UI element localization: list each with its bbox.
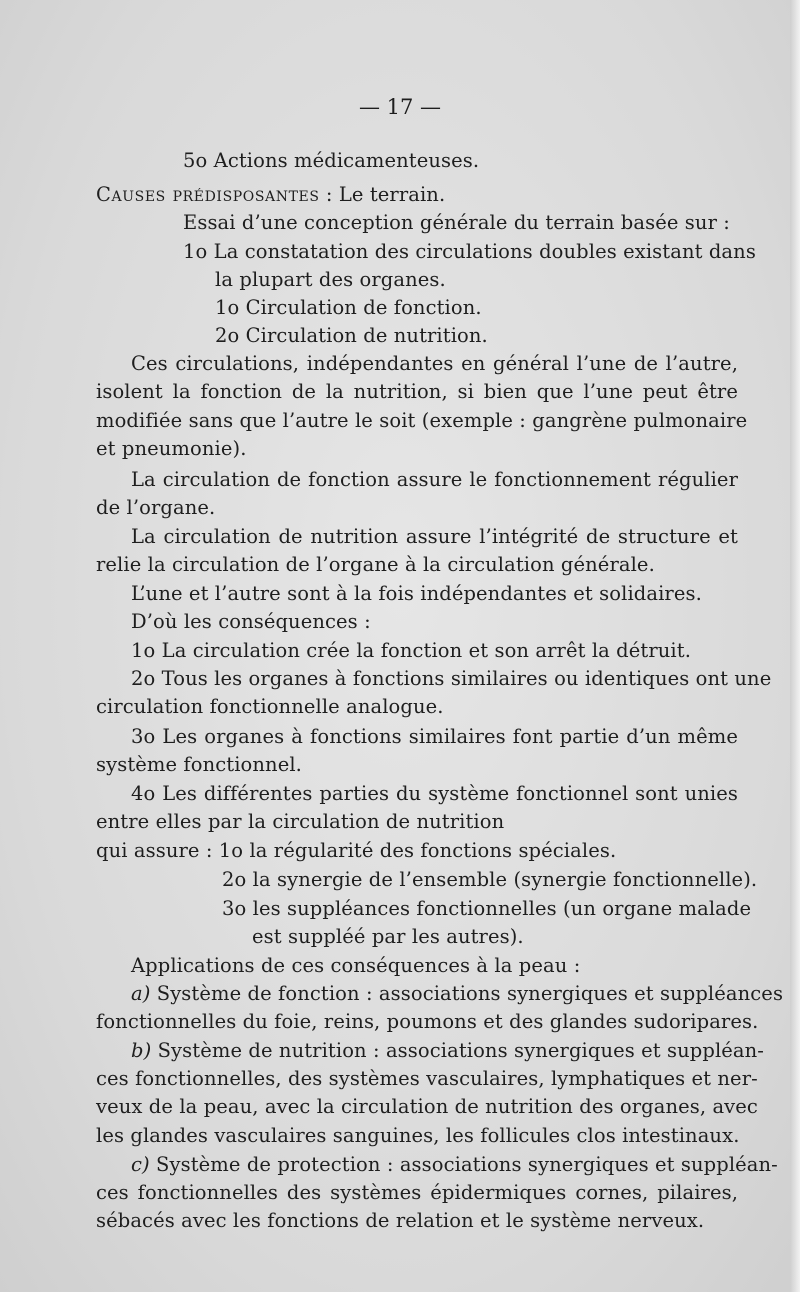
text-line (131, 1151, 778, 1179)
text-line: isolent la fonction de la nutrition, si bien que l’une peut être (96, 380, 738, 403)
item-label: b) (131, 1039, 152, 1062)
text-line: 3o Les organes à fonctions similaires font partie d’un même (131, 725, 738, 748)
text-line: fonctionnelles du foie, reins, poumons et des glandes sudoripares. (96, 1010, 759, 1033)
text-line: Ces circulations, indépendantes en général l’une de l’autre, (131, 352, 738, 375)
item-label: c) (131, 1153, 150, 1176)
text-line: veux de la peau, avec la circulation de nutrition des organes, avec (96, 1095, 758, 1118)
text-line: La circulation de nutrition assure l’intégrité de structure et (131, 525, 738, 548)
heading-label: Causes prédisposantes (96, 183, 320, 206)
text-line: circulation fonctionnelle analogue. (96, 695, 444, 718)
text-line: La circulation de fonction assure le fonctionnement régulier (131, 468, 738, 491)
text-line: 1o Circulation de fonction. (215, 296, 482, 319)
text-line (131, 980, 784, 1008)
text-line: 2o la synergie de l’ensemble (synergie fonctionnelle). (222, 868, 758, 891)
page-number: — 17 — (358, 95, 442, 119)
text-line: 4o Les différentes parties du système fonctionnel sont unies (131, 782, 738, 805)
text-line: Applications de ces conséquences à la peau : (131, 954, 581, 977)
text-line: 1o La circulation crée la fonction et son arrêt la détruit. (131, 639, 691, 662)
heading-rest: : Le terrain. (319, 183, 446, 206)
text-line: modifiée sans que l’autre le soit (exemple : gangrène pulmonaire (96, 409, 748, 432)
text-line: relie la circulation de l’organe à la circulation générale. (96, 553, 655, 576)
text-line: ces fonctionnelles des systèmes épidermiques cornes, pilaires, (96, 1181, 738, 1204)
text-line: qui assure : 1o la régularité des fonctions spéciales. (96, 839, 617, 862)
text-line: L’une et l’autre sont à la fois indépendantes et solidaires. (131, 582, 702, 605)
text-line: et pneumonie). (96, 437, 247, 460)
section-heading (96, 181, 445, 209)
text-line: 2o Tous les organes à fonctions similaires ou identiques ont une (131, 667, 772, 690)
text-line: D’où les conséquences : (131, 610, 371, 633)
text-line: 5o Actions médicamenteuses. (183, 149, 480, 172)
text-line: est suppléé par les autres). (252, 925, 524, 948)
text-line: de l’organe. (96, 496, 216, 519)
text-line: Essai d’une conception générale du terrain basée sur : (183, 211, 730, 234)
text-line (131, 1037, 765, 1065)
text-line: entre elles par la circulation de nutrition (96, 810, 505, 833)
text-line: 2o Circulation de nutrition. (215, 324, 488, 347)
item-text: Système de fonction : associations synergiques et suppléances (150, 982, 784, 1005)
text-line: les glandes vasculaires sanguines, les follicules clos intestinaux. (96, 1124, 740, 1147)
text-line: 1o La constatation des circulations doubles existant dans (183, 240, 756, 263)
text-line: sébacés avec les fonctions de relation et le système nerveux. (96, 1209, 705, 1232)
item-label: a) (131, 982, 151, 1005)
text-line: 3o les suppléances fonctionnelles (un organe malade (222, 897, 752, 920)
item-text: Système de nutrition : associations synergiques et suppléan- (151, 1039, 765, 1062)
text-line: système fonctionnel. (96, 753, 302, 776)
item-text: Système de protection : associations synergiques et suppléan- (149, 1153, 778, 1176)
text-line: la plupart des organes. (215, 268, 446, 291)
text-line: ces fonctionnelles, des systèmes vasculaires, lymphatiques et ner- (96, 1067, 758, 1090)
page-edge (790, 0, 800, 1292)
